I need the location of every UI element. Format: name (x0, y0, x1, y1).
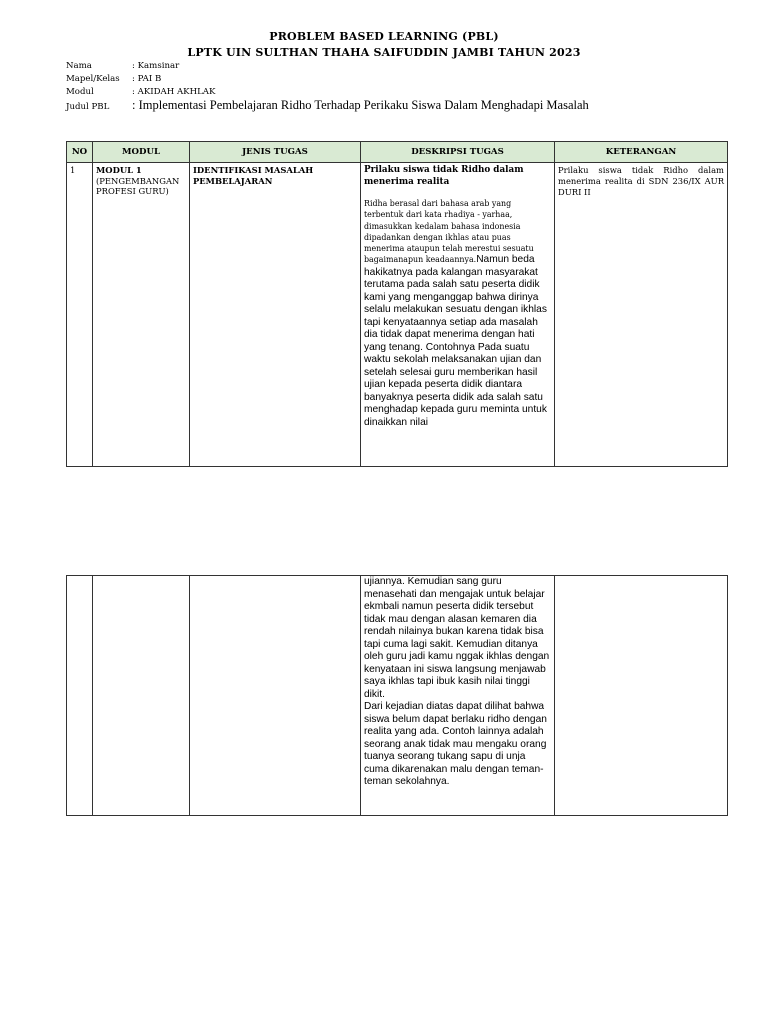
info-judul-value: : Implementasi Pembelajaran Ridho Terhadap Perikaku Siswa Dalam Menghadapi Masalah (132, 98, 589, 112)
info-modul-label: Modul (66, 87, 94, 97)
table-row (67, 163, 728, 467)
cell-no-continued (67, 576, 93, 816)
cell-jenis-tugas: IDENTIFIKASI MASALAH PEMBELAJARAN (190, 163, 361, 467)
info-mapel-value: : PAI B (132, 74, 162, 84)
header-jenis-tugas: JENIS TUGAS (190, 142, 361, 163)
header-deskripsi-tugas: DESKRIPSI TUGAS (361, 142, 555, 163)
info-judul (66, 99, 589, 114)
document-subtitle: LPTK UIN SULTHAN THAHA SAIFUDDIN JAMBI TAHUN 2023 (187, 46, 581, 59)
header-keterangan: KETERANGAN (555, 142, 728, 163)
cell-modul-continued (93, 576, 190, 816)
info-judul-label: Judul PBL (66, 102, 110, 112)
info-mapel-label: Mapel/Kelas (66, 74, 120, 84)
info-nama (66, 60, 179, 73)
document-title: PROBLEM BASED LEARNING (PBL) (269, 30, 499, 43)
cell-deskripsi-tugas (361, 163, 555, 467)
info-nama-value: : Kamsinar (132, 61, 180, 71)
pbl-table-page2 (66, 575, 728, 816)
cell-keterangan-continued (555, 576, 728, 816)
modul-title: MODUL 1 (96, 165, 142, 175)
info-mapel (66, 73, 161, 86)
deskripsi-definition-text: Ridha berasal dari bahasa arab yang terbentuk dari kata rhadiya - yarhaa, dimasukkan kedalam bahasa indonesia dipadankan dengan ikhlas atau puas menerima ataupun telah merestui sesuatu bagaimanapun keadaannya. (364, 199, 534, 265)
info-modul-value: : AKIDAH AKHLAK (132, 87, 216, 97)
header-no: NO (67, 142, 93, 163)
deskripsi-narrative: Namun beda hakikatnya pada kalangan masyarakat terutama pada salah satu peserta didik kami yang menganggap bahwa dirinya selalu melakukan sesuatu dengan ikhlas tapi kenyataannya setiap ada masalah dia tidak dapat menerima dengan hati yang tenang. Contohnya Pada suatu waktu sekolah melaksanakan ujian dan setelah selesai guru memberikan hasil ujian kepada peserta didik diantara banyaknya peserta didik ada salah satu menghadap kepada guru meminta untuk dinaikkan nilai (364, 254, 547, 428)
deskripsi-definition (364, 198, 551, 429)
deskripsi-title: Prilaku siswa tidak Ridho dalam menerima realita (364, 165, 524, 187)
table-header-row (67, 142, 728, 163)
info-nama-label: Nama (66, 61, 92, 71)
cell-jenis-tugas-continued (190, 576, 361, 816)
cell-deskripsi-continued: ujiannya. Kemudian sang guru menasehati dan mengajak untuk belajar ekmbali namun peserta didik tersebut tidak mau dengan alasan kemaren dia rendah nilainya bukan karena tidak bisa tapi cuma lagi sakit. Kemudian ditanya oleh guru jadi kamu nggak ikhlas dengan kenyataan ini siswa langsung menjawab saya ikhlas tapi ibuk kasih nilai tinggi dikit. Dari kejadian diatas dapat dilihat bahwa siswa belum dapat berlaku ridho dengan realita yang ada. Contoh lainnya adalah seorang anak tidak mau mengaku orang tuanya seorang tukang sapu di unja cuma dikarenakan malu dengan teman-teman sekolahnya. (361, 576, 555, 816)
modul-subtitle: (PENGEMBANGAN PROFESI GURU) (96, 175, 180, 197)
cell-keterangan: Prilaku siswa tidak Ridho dalam menerima realita di SDN 236/IX AUR DURI II (555, 163, 728, 467)
cell-modul (93, 163, 190, 467)
cell-no: 1 (67, 163, 93, 467)
header-modul: MODUL (93, 142, 190, 163)
pbl-table-page1 (66, 141, 728, 467)
table-row (67, 576, 728, 816)
